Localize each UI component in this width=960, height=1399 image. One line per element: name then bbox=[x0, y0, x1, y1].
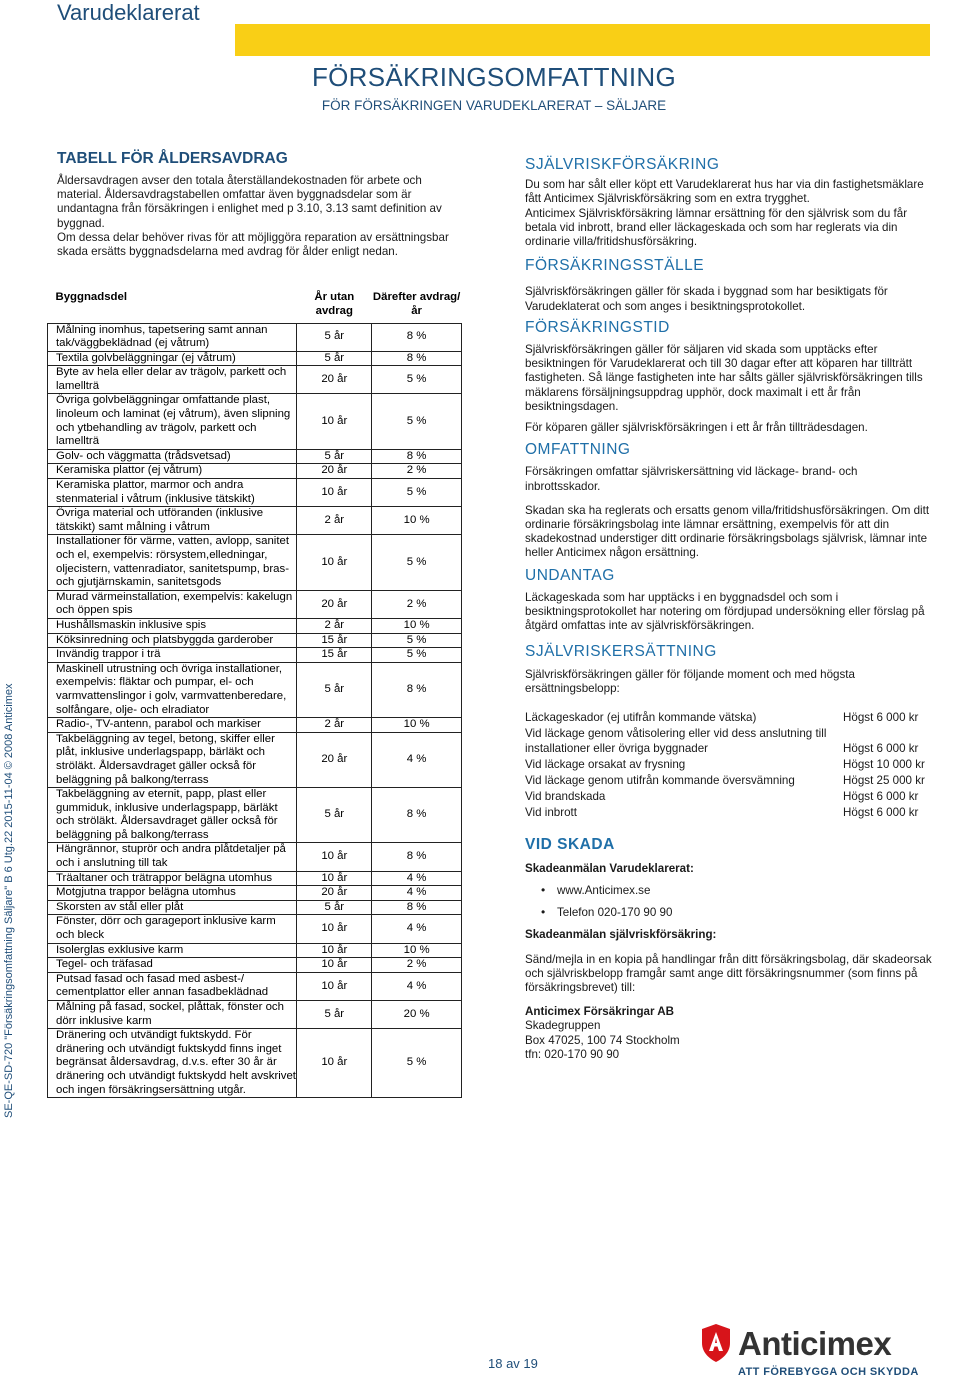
claim-varudeklarerat-label: Skadeanmälan Varudeklarerat: bbox=[525, 861, 694, 875]
cell-building-part: Fönster, dörr och garageport inklusive karm och bleck bbox=[48, 915, 297, 943]
cell-building-part: Installationer för värme, vatten, avlopp, sanitet och el, exempelvis: rörsystem,elledningar, oljecistern, vattenradiator, sanitetspump, bras- och gjutjärnskamin, sanitetsgods bbox=[48, 535, 297, 590]
cell-years-no-deduction: 10 år bbox=[297, 479, 372, 507]
cell-building-part: Golv- och väggmatta (trådsvetsad) bbox=[48, 449, 297, 464]
cell-building-part: Köksinredning och platsbyggda garderober bbox=[48, 633, 297, 648]
cell-building-part: Dränering och utvändigt fuktskydd. För dränering och utvändigt fuktskydd finns inget begränsat åldersavdrag, d.v.s. efter 30 år är dränering och utvändigt fuktskydd helt avskrivet och ingen försäkringsersättning utgår. bbox=[48, 1029, 297, 1098]
cell-building-part: Träaltaner och trätrappor belägna utomhus bbox=[48, 871, 297, 886]
insurance-period-heading: FÖRSÄKRINGSTID bbox=[525, 318, 670, 336]
cell-deduction-per-year: 8 % bbox=[372, 662, 462, 717]
cell-years-no-deduction: 20 år bbox=[297, 464, 372, 479]
page-subtitle: FÖR FÖRSÄKRINGEN VARUDEKLARERAT – SÄLJARE bbox=[321, 98, 667, 113]
coverage-text-2: Skadan ska ha reglerats och ersatts genom villa/fritidshusförsäkringen. Om ditt ordinarie försäkringsbolag inte lämnar ersättning, exempelvis för att din skadekostnad understiger ditt ordinarie försäkringsbolags självrisk, lämnar inte heller Anticimex någon ersättning. bbox=[525, 503, 930, 560]
compensation-label: Läckageskador (ej utifrån kommande vätska) bbox=[525, 711, 757, 725]
address-line-1: Skadegruppen bbox=[525, 1019, 601, 1033]
cell-building-part: Målning inomhus, tapetsering samt annan tak/väggbeklädnad (ej våtrum) bbox=[48, 323, 297, 351]
insurance-location-heading: FÖRSÄKRINGSSTÄLLE bbox=[525, 257, 705, 275]
logo-wordmark: Anticimex bbox=[738, 1325, 892, 1362]
cell-deduction-per-year: 2 % bbox=[372, 590, 462, 618]
compensation-row bbox=[525, 773, 935, 789]
table-row bbox=[48, 958, 462, 973]
table-row bbox=[48, 507, 462, 535]
claim-phone: • Telefon 020-170 90 90 bbox=[541, 906, 935, 920]
coverage-text-1: Försäkringen omfattar självriskersättning vid läckage- brand- och inbrottsskador. bbox=[525, 465, 858, 493]
compensation-row bbox=[525, 805, 935, 821]
address-company: Anticimex Försäkringar AB bbox=[525, 1005, 675, 1019]
compensation-row bbox=[525, 726, 935, 756]
age-deduction-intro-1: Åldersavdragen avser den totala återställandekostnaden för arbete och material. Åldersavdragstabellen omfattar även byggnadsdelar som är undantagna från försäkringen i enlighet med p 3.10, 3.13 samt definition av byggnad. bbox=[57, 174, 442, 230]
cell-deduction-per-year: 10 % bbox=[372, 618, 462, 633]
age-deduction-heading: TABELL FÖR ÅLDERSAVDRAG bbox=[57, 150, 288, 167]
cell-years-no-deduction: 2 år bbox=[297, 718, 372, 733]
exclusions-heading: UNDANTAG bbox=[525, 566, 615, 584]
cell-building-part: Skorsten av stål eller plåt bbox=[48, 900, 297, 915]
cell-deduction-per-year: 5 % bbox=[372, 479, 462, 507]
cell-deduction-per-year: 5 % bbox=[372, 648, 462, 663]
cell-building-part: Textila golvbeläggningar (ej våtrum) bbox=[48, 351, 297, 366]
cell-building-part: Radio-, TV-antenn, parabol och markiser bbox=[48, 718, 297, 733]
claim-contact-list bbox=[525, 884, 935, 920]
page-number: 18 av 19 bbox=[488, 1356, 538, 1371]
compensation-row bbox=[525, 710, 935, 726]
cell-years-no-deduction: 5 år bbox=[297, 323, 372, 351]
table-row bbox=[48, 464, 462, 479]
left-column bbox=[57, 150, 462, 259]
cell-deduction-per-year: 5 % bbox=[372, 1029, 462, 1098]
self-risk-heading: SJÄLVRISKFÖRSÄKRING bbox=[525, 156, 720, 173]
cell-deduction-per-year: 20 % bbox=[372, 1001, 462, 1029]
compensation-amount: Högst 6 000 kr bbox=[843, 741, 919, 755]
table-row bbox=[48, 633, 462, 648]
cell-building-part: Motgjutna trappor belägna utomhus bbox=[48, 886, 297, 901]
compensation-label: Vid läckage orsakat av frysning bbox=[525, 757, 686, 771]
cell-years-no-deduction: 5 år bbox=[297, 662, 372, 717]
cell-deduction-per-year: 5 % bbox=[372, 535, 462, 590]
table-row bbox=[48, 648, 462, 663]
insurance-location-text: Självriskförsäkringen gäller för skada i byggnad som har besiktigats för Varudeklaterat och som anges i besiktningsprotokollet. bbox=[525, 285, 888, 313]
compensation-label: Vid brandskada bbox=[525, 790, 606, 804]
compensation-amount: Högst 25 000 kr bbox=[843, 773, 925, 787]
claim-self-risk-label: Skadeanmälan självriskförsäkring: bbox=[525, 928, 717, 942]
brand-title: Varudeklarerat bbox=[57, 0, 200, 25]
cell-deduction-per-year: 4 % bbox=[372, 915, 462, 943]
compensation-amount: Högst 10 000 kr bbox=[843, 757, 925, 771]
cell-deduction-per-year: 5 % bbox=[372, 394, 462, 449]
table-row bbox=[48, 394, 462, 449]
claims-heading: VID SKADA bbox=[525, 835, 615, 853]
cell-years-no-deduction: 10 år bbox=[297, 915, 372, 943]
cell-years-no-deduction: 10 år bbox=[297, 1029, 372, 1098]
cell-building-part: Keramiska plattor (ej våtrum) bbox=[48, 464, 297, 479]
compensation-table bbox=[525, 710, 935, 821]
cell-deduction-per-year: 4 % bbox=[372, 871, 462, 886]
shield-icon bbox=[700, 1323, 732, 1363]
address-line-3: tfn: 020-170 90 90 bbox=[525, 1047, 620, 1061]
cell-deduction-per-year: 8 % bbox=[372, 323, 462, 351]
insurance-period-text-2: För köparen gäller självriskförsäkringen i ett år från tillträdesdagen. bbox=[525, 421, 868, 435]
table-row bbox=[48, 479, 462, 507]
table-row bbox=[48, 972, 462, 1000]
cell-years-no-deduction: 10 år bbox=[297, 958, 372, 973]
claim-website-link[interactable]: • www.Anticimex.se bbox=[541, 884, 935, 898]
cell-years-no-deduction: 5 år bbox=[297, 1001, 372, 1029]
compensation-table-body bbox=[525, 710, 935, 821]
cell-building-part: Takbeläggning av tegel, betong, skiffer eller plåt, inklusive underlagspapp, bärläkt och ströläkt. Åldersavdraget gäller också för beläggning på balkong/terrass bbox=[48, 732, 297, 787]
cell-years-no-deduction: 15 år bbox=[297, 648, 372, 663]
table-row bbox=[48, 732, 462, 787]
cell-building-part: Målning på fasad, sockel, plåttak, fönster och dörr inklusive karm bbox=[48, 1001, 297, 1029]
table-row bbox=[48, 323, 462, 351]
table-row bbox=[48, 618, 462, 633]
cell-building-part: Keramiska plattor, marmor och andra stenmaterial i våtrum (inklusive tätskikt) bbox=[48, 479, 297, 507]
compensation-amount: Högst 6 000 kr bbox=[843, 790, 919, 804]
cell-years-no-deduction: 20 år bbox=[297, 590, 372, 618]
compensation-amount: Högst 6 000 kr bbox=[843, 806, 919, 820]
table-row bbox=[48, 590, 462, 618]
exclusions-text: Läckageskada som har upptäcks i en byggnadsdel och som i besiktningsprotokollet har notering om fördjupad undersökning eller förslag på åtgärd omfattas inte av självriskförsäkringen. bbox=[525, 590, 925, 633]
cell-years-no-deduction: 10 år bbox=[297, 972, 372, 1000]
table-row bbox=[48, 1001, 462, 1029]
cell-deduction-per-year: 8 % bbox=[372, 351, 462, 366]
cell-years-no-deduction: 10 år bbox=[297, 871, 372, 886]
cell-deduction-per-year: 10 % bbox=[372, 943, 462, 958]
cell-building-part: Isolerglas exklusive karm bbox=[48, 943, 297, 958]
coverage-heading: OMFATTNING bbox=[525, 441, 631, 459]
cell-years-no-deduction: 10 år bbox=[297, 943, 372, 958]
cell-years-no-deduction: 10 år bbox=[297, 843, 372, 871]
header-years-no-deduction: År utan avdrag bbox=[314, 291, 355, 317]
self-risk-text-1: Du som har sålt eller köpt ett Varudeklarerat hus har via din fastighetsmäklare fått Anticimex Självriskförsäkring som en extra trygghet. bbox=[525, 178, 924, 206]
self-risk-text-2: Anticimex Självriskförsäkring lämnar ersättning för den självrisk som du får betala vid inbrott, brand eller läckageskada och som har reglerats via din ordinarie villa/fritidshusförsäkring. bbox=[525, 206, 908, 249]
cell-deduction-per-year: 4 % bbox=[372, 732, 462, 787]
table-row bbox=[48, 662, 462, 717]
table-row bbox=[48, 718, 462, 733]
cell-years-no-deduction: 2 år bbox=[297, 507, 372, 535]
cell-building-part: Invändig trappor i trä bbox=[48, 648, 297, 663]
cell-years-no-deduction: 20 år bbox=[297, 732, 372, 787]
cell-years-no-deduction: 5 år bbox=[297, 900, 372, 915]
header-deduction-per-year: Därefter avdrag/år bbox=[372, 291, 461, 317]
cell-deduction-per-year: 10 % bbox=[372, 507, 462, 535]
insurance-period-text-1: Självriskförsäkringen gäller för säljaren vid skada som upptäcks efter besiktningen för Varudeklarerat och till 30 dagar efter att köparen har tillträtt fastigheten. Så länge fastigheten inte har sålts gäller självriskförsäkringen tills mäklarens försäljningsuppdrag upphör, dock maximalt i ett år från besiktningsdagen. bbox=[525, 343, 923, 413]
cell-building-part: Hushållsmaskin inklusive spis bbox=[48, 618, 297, 633]
table-row bbox=[48, 843, 462, 871]
compensation-label: Vid läckage genom våtisolering eller vid dess anslutning till installationer eller övriga byggnader bbox=[525, 727, 827, 755]
cell-years-no-deduction: 10 år bbox=[297, 394, 372, 449]
table-row bbox=[48, 915, 462, 943]
compensation-row bbox=[525, 757, 935, 773]
anticimex-logo bbox=[700, 1323, 930, 1385]
compensation-row bbox=[525, 789, 935, 805]
table-row bbox=[48, 886, 462, 901]
table-row bbox=[48, 943, 462, 958]
cell-building-part: Maskinell utrustning och övriga installationer, exempelvis: fläktar och pumpar, el- och varmvattenslingor i golv, varmvattenberedare, solfångare, olje- och elradiator bbox=[48, 662, 297, 717]
age-deduction-intro-2: Om dessa delar behöver rivas för att möjliggöra reparation av ersättningsbar skada ersätts byggnadsdelarna med avdrag för ålder enligt nedan. bbox=[57, 230, 449, 259]
compensation-label: Vid läckage genom utifrån kommande översvämning bbox=[525, 773, 795, 787]
address-line-2: Box 47025, 100 74 Stockholm bbox=[525, 1033, 680, 1047]
cell-building-part: Putsad fasad och fasad med asbest-/ cementplattor eller annan fasadbeklädnad bbox=[48, 972, 297, 1000]
table-header-row bbox=[48, 285, 462, 323]
cell-years-no-deduction: 15 år bbox=[297, 633, 372, 648]
table-row bbox=[48, 871, 462, 886]
table-body bbox=[48, 323, 462, 1098]
cell-building-part: Övriga golvbeläggningar omfattande plast, linoleum och laminat (ej våtrum), även slipning och ytbehandling av trägolv, parkett och lamellträ bbox=[48, 394, 297, 449]
cell-years-no-deduction: 5 år bbox=[297, 788, 372, 843]
cell-building-part: Murad värmeinstallation, exempelvis: kakelugn och öppen spis bbox=[48, 590, 297, 618]
yellow-accent-bar bbox=[235, 24, 930, 56]
table-row bbox=[48, 788, 462, 843]
cell-years-no-deduction: 10 år bbox=[297, 535, 372, 590]
table-row bbox=[48, 1029, 462, 1098]
cell-deduction-per-year: 8 % bbox=[372, 843, 462, 871]
cell-deduction-per-year: 5 % bbox=[372, 633, 462, 648]
table-row bbox=[48, 366, 462, 394]
cell-building-part: Hängrännor, stuprör och andra plåtdetaljer på och i anslutning till tak bbox=[48, 843, 297, 871]
cell-deduction-per-year: 8 % bbox=[372, 788, 462, 843]
table-row bbox=[48, 900, 462, 915]
cell-years-no-deduction: 5 år bbox=[297, 449, 372, 464]
header-building-part: Byggnadsdel bbox=[55, 291, 128, 303]
cell-deduction-per-year: 4 % bbox=[372, 886, 462, 901]
compensation-label: Vid inbrott bbox=[525, 806, 577, 820]
page-title: FÖRSÄKRINGSOMFATTNING bbox=[311, 62, 677, 92]
claim-self-risk-text: Sänd/mejla in en kopia på handlingar från ditt försäkringsbolag, där skadeorsak och självriskbelopp framgår samt ange ditt försäkringsnummer (som finns på försäkringsbrevet) till: bbox=[525, 952, 932, 994]
cell-building-part: Takbeläggning av eternit, papp, plast eller gummiduk, inklusive underlagspapp, bärläkt och ströläkt. Åldersavdraget gäller också för beläggning på balkong/terrass bbox=[48, 788, 297, 843]
table-row bbox=[48, 449, 462, 464]
age-deduction-table bbox=[47, 285, 462, 1098]
cell-years-no-deduction: 5 år bbox=[297, 351, 372, 366]
cell-deduction-per-year: 10 % bbox=[372, 718, 462, 733]
cell-deduction-per-year: 2 % bbox=[372, 958, 462, 973]
cell-years-no-deduction: 20 år bbox=[297, 366, 372, 394]
cell-building-part: Övriga material och utföranden (inklusive tätskikt) samt målning i våtrum bbox=[48, 507, 297, 535]
cell-years-no-deduction: 2 år bbox=[297, 618, 372, 633]
table-row bbox=[48, 535, 462, 590]
cell-deduction-per-year: 2 % bbox=[372, 464, 462, 479]
cell-building-part: Tegel- och träfasad bbox=[48, 958, 297, 973]
self-risk-compensation-text: Självriskförsäkringen gäller för följande moment och med högsta ersättningsbelopp: bbox=[525, 667, 855, 695]
cell-deduction-per-year: 8 % bbox=[372, 900, 462, 915]
cell-deduction-per-year: 4 % bbox=[372, 972, 462, 1000]
logo-tagline: ATT FÖREBYGGA OCH SKYDDA bbox=[738, 1366, 919, 1378]
compensation-amount: Högst 6 000 kr bbox=[843, 711, 919, 725]
cell-years-no-deduction: 20 år bbox=[297, 886, 372, 901]
document-reference-vertical: SE-QE-SD-720 "Försäkringsomfattning Säljare" B 6 Utg.22 2015-11-04 © 2008 Anticimex bbox=[3, 683, 15, 1118]
cell-deduction-per-year: 5 % bbox=[372, 366, 462, 394]
cell-deduction-per-year: 8 % bbox=[372, 449, 462, 464]
self-risk-compensation-heading: SJÄLVRISKERSÄTTNING bbox=[525, 643, 717, 661]
right-column bbox=[525, 158, 935, 1062]
table-row bbox=[48, 351, 462, 366]
cell-building-part: Byte av hela eller delar av trägolv, parkett och lamellträ bbox=[48, 366, 297, 394]
